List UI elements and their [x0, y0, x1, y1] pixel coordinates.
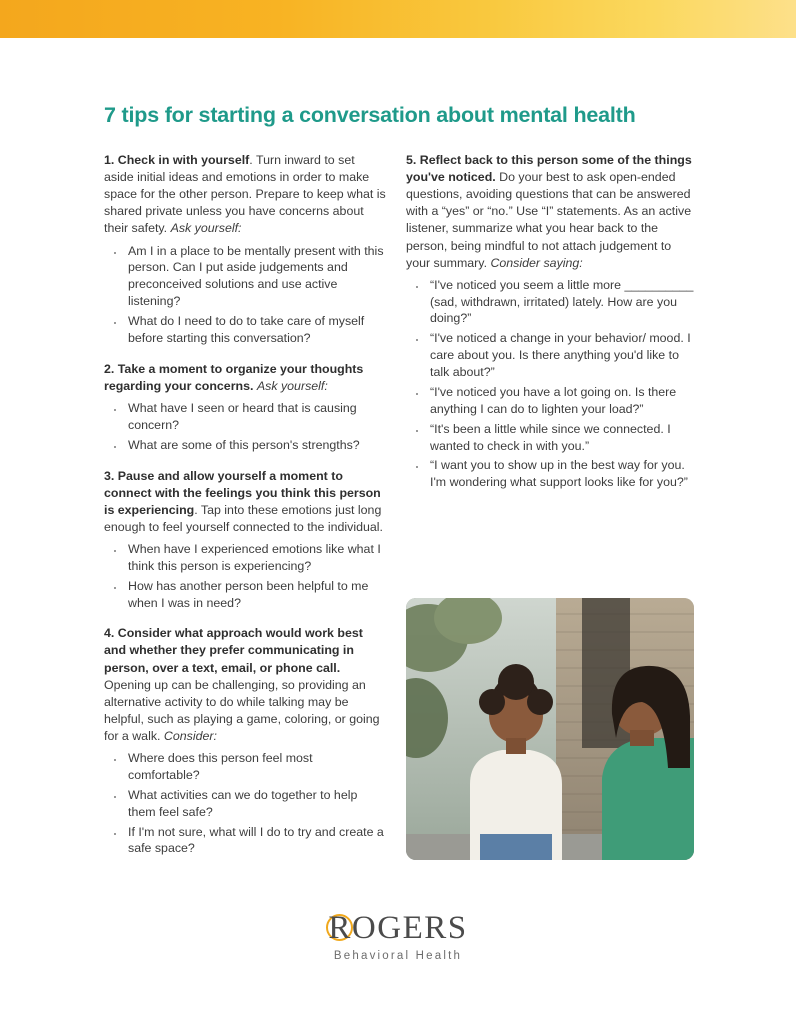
logo-wordmark-text: ROGERS: [328, 910, 468, 946]
spacer: [104, 614, 386, 625]
tip-1-paragraph: [104, 152, 386, 238]
list-item: · “I want you to show up in the best way for you. I'm wondering what support looks like for you?”: [406, 457, 694, 491]
spacer: [104, 350, 386, 361]
spacer: [104, 457, 386, 468]
tip-5-body: Do your best to ask open-ended questions, avoiding questions that can be answered with a “yes” or “no.” Use “I” statements. As an active listener, summarize what you hear back to the person, being mindful to not attach judgement to your summary.: [406, 170, 692, 270]
photo-illustration: [406, 598, 694, 860]
logo-wordmark: [328, 910, 467, 947]
tip-5-paragraph: [406, 152, 694, 272]
list-item: · “I've noticed a change in your behavior/ mood. I care about you. Is there anything you'd like to talk about?”: [406, 330, 694, 381]
tip-5-lead: 5. Reflect back to this person some of the things you've noticed.: [406, 153, 692, 185]
tip-3-lead: 3. Pause and allow yourself a moment to connect with the feelings you think this person is experiencing: [104, 468, 381, 517]
list-item: · What are some of this person's strengths?: [104, 437, 386, 454]
top-accent-bar: [0, 0, 796, 38]
tip-4-body: Opening up can be challenging, so providing an alternative activity to do while talking may be helpful, such as playing a game, coloring, or going for a walk.: [104, 677, 380, 744]
tip-4-bullets: [104, 750, 386, 857]
logo-tagline: Behavioral Health: [333, 950, 463, 962]
tip-1-prompt: Ask yourself:: [170, 221, 242, 236]
tip-2-paragraph: [104, 361, 386, 395]
list-item: · What have I seen or heard that is causing concern?: [104, 400, 386, 434]
list-item: · What do I need to do to take care of myself before starting this conversation?: [104, 313, 386, 347]
tip-3-body: . Tap into these emotions just long enough to feel yourself connected to the individual.: [104, 502, 383, 534]
tip-4-prompt: Consider:: [163, 729, 217, 744]
list-item: · Am I in a place to be mentally present with this person. Can I put aside judgements and preconceived solutions and use active listening?: [104, 243, 386, 310]
person-right: [602, 666, 694, 860]
list-item: · “I've noticed you seem a little more __________ (sad, withdrawn, irritated) lately. How are you doing?”: [406, 277, 694, 328]
conversation-photo: [406, 598, 694, 860]
tip-4-lead: 4. Consider what approach would work best and whether they prefer communicating in person, over a text, email, or phone call.: [104, 626, 363, 675]
list-item: · When have I experienced emotions like what I think this person is experiencing?: [104, 541, 386, 575]
person-left: [470, 664, 562, 860]
list-item: · If I'm not sure, what will I do to try and create a safe space?: [104, 824, 386, 858]
left-column: [104, 152, 386, 860]
tip-1-bullets: [104, 243, 386, 347]
list-item: · Where does this person feel most comfortable?: [104, 750, 386, 784]
tip-1-lead: 1. Check in with yourself: [104, 153, 250, 167]
list-item: · What activities can we do together to help them feel safe?: [104, 787, 386, 821]
tip-5-bullets: [406, 277, 694, 491]
tip-2-prompt: Ask yourself:: [256, 378, 328, 393]
brand-logo: [0, 910, 796, 962]
right-column: [406, 152, 694, 494]
page-title: 7 tips for starting a conversation about mental health: [104, 103, 636, 127]
list-item: · “It's been a little while since we connected. I wanted to check in with you.”: [406, 421, 694, 455]
tip-2-bullets: [104, 400, 386, 454]
document-content: [0, 38, 796, 1024]
list-item: · How has another person been helpful to me when I was in need?: [104, 578, 386, 612]
tip-1-body: . Turn inward to set aside initial ideas and emotions in order to make space for the other person. Prepare to keep what is shared private unless you have concerns about their safety.: [104, 153, 386, 236]
tip-5-prompt: Consider saying:: [490, 255, 583, 270]
tip-3-paragraph: [104, 468, 386, 536]
list-item: · “I've noticed you have a lot going on. Is there anything I can do to lighten your load?”: [406, 384, 694, 418]
tip-3-bullets: [104, 541, 386, 611]
tip-2-lead: 2. Take a moment to organize your thoughts regarding your concerns.: [104, 361, 364, 393]
tip-4-paragraph: [104, 625, 386, 745]
